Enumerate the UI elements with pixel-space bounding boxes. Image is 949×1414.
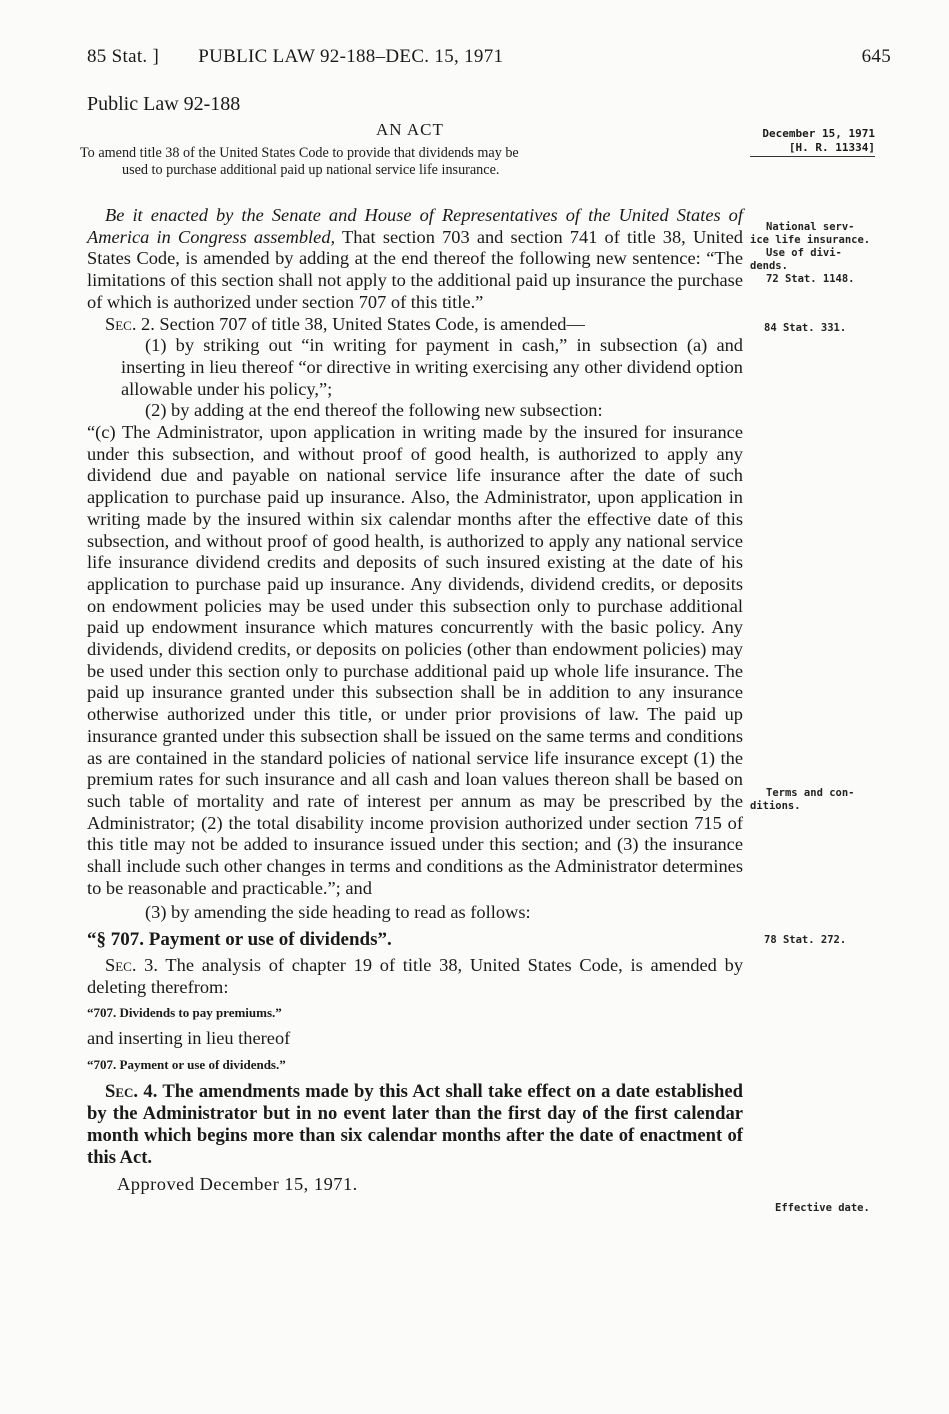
margin-line: National serv- (766, 221, 855, 233)
section-4-label: Sec. 4. (105, 1081, 158, 1103)
act-description (80, 145, 740, 179)
section-3-text: The analysis of chapter 19 of title 38, United States Code, is amended by deleting therefrom: (87, 954, 744, 997)
act-body (87, 205, 743, 1196)
section-2-text: Section 707 of title 38, United States Code, is amended— (154, 313, 585, 334)
margin-national-service (750, 221, 870, 286)
margin-terms (750, 787, 855, 813)
item-1: (1) by striking out “in writing for payment in cash,” in subsection (a) and inserting in lieu thereof “or directive in writing exercising any other dividend option allowable under his policy,”; (121, 335, 743, 399)
section-4-text: The amendments made by this Act shall take effect on a date established by the Administrator but in no event later than the first day of the first calendar month which begins more than six calendar months after the date of enactment of this Act. (87, 1081, 743, 1168)
section-2 (87, 314, 743, 336)
margin-line: ice life insurance. (750, 234, 871, 246)
margin-line: 72 Stat. 1148. (766, 273, 855, 285)
inserting-text: and inserting in lieu thereof (87, 1028, 291, 1049)
margin-date: December 15, 1971 (762, 127, 875, 140)
margin-stat-272: 78 Stat. 272. (764, 934, 847, 946)
act-description-line2: used to purchase additional paid up national service life insurance. (122, 162, 500, 178)
margin-effective-date: Effective date. (775, 1202, 870, 1214)
margin-line: Terms and con- (766, 787, 855, 799)
running-header-left (87, 46, 503, 68)
enacting-clause (87, 205, 743, 314)
margin-line: dends. (750, 260, 788, 272)
margin-line: Use of divi- (766, 247, 842, 259)
margin-bill-number: [H. R. 11334] (750, 141, 875, 157)
quote-old-heading: “707. Dividends to pay premiums.” (87, 1005, 282, 1021)
stat-citation: 85 Stat. ] (87, 46, 160, 67)
section-2-label: Sec. 2. (105, 313, 155, 334)
section-3-label: Sec. 3. (105, 954, 158, 975)
running-header-title: PUBLIC LAW 92-188–DEC. 15, 1971 (198, 46, 504, 67)
act-description-line1: To amend title 38 of the United States Code to provide that dividends may be (80, 145, 519, 161)
page-number: 645 (861, 46, 891, 67)
margin-date-note (750, 127, 875, 157)
act-heading: AN ACT (376, 120, 444, 139)
margin-stat-331: 84 Stat. 331. (764, 322, 847, 334)
margin-line: ditions. (750, 800, 801, 812)
quote-new-heading: “707. Payment or use of dividends.” (87, 1056, 286, 1072)
item-3: (3) by amending the side heading to read as follows: (145, 901, 531, 922)
law-title: Public Law 92-188 (87, 93, 241, 115)
section-707-heading: “§ 707. Payment or use of dividends”. (87, 929, 392, 951)
enacting-text: That section 703 and section 741 of title 38, United States Code, is amended by adding at the end thereof the following new sentence: “The limitations of this section shall not apply to the additional paid up insurance the purchase of which is authorized under section 707 of this title.” (87, 226, 744, 312)
section-4 (87, 1081, 743, 1168)
enacting-italic: Be it enacted by the Senate and House of Representatives of the United States of America in Congress assembled, (87, 205, 743, 247)
item-2: (2) by adding at the end thereof the following new subsection: (145, 400, 603, 421)
approval-date: Approved December 15, 1971. (117, 1174, 358, 1195)
section-3 (87, 955, 743, 998)
subsection-c: “(c) The Administrator, upon application in writing made by the insured for insurance under this subsection, and without proof of good health, is authorized to apply any dividend due and payable on national service life insurance after the date of such application to purchase paid up insurance. Also, the Administrator, upon application in writing made by the insured within six calendar months after the effective date of this subsection, and without proof of good health, is authorized to apply any national service life insurance dividend credits and deposits of such insured existing at the date of his application to purchase paid up insurance. Any dividends, dividend credits, or deposits on endowment policies may be used under this subsection only to purchase additional paid up endowment insurance which matures concurrently with the basic policy. Any dividends, dividend credits, or deposits on policies (other than endowment policies) may be used under this section only to purchase additional paid up whole life insurance. The paid up insurance granted under this subsection shall be in addition to any insurance otherwise authorized under this title, or under prior provisions of law. The paid up insurance granted under this subsection shall be issued on the same terms and conditions as are contained in the standard policies of national service life insurance except (1) the premium rates for such insurance and all cash and loan values thereon shall be based on such table of mortality and rate of interest per annum as may be prescribed by the Administrator; (2) the total disability income provision authorized under section 715 of this title may not be added to insurance issued under this section; and (3) the insurance shall include such other changes in terms and conditions as the Administrator determines to be reasonable and practicable.”; and (87, 422, 743, 898)
